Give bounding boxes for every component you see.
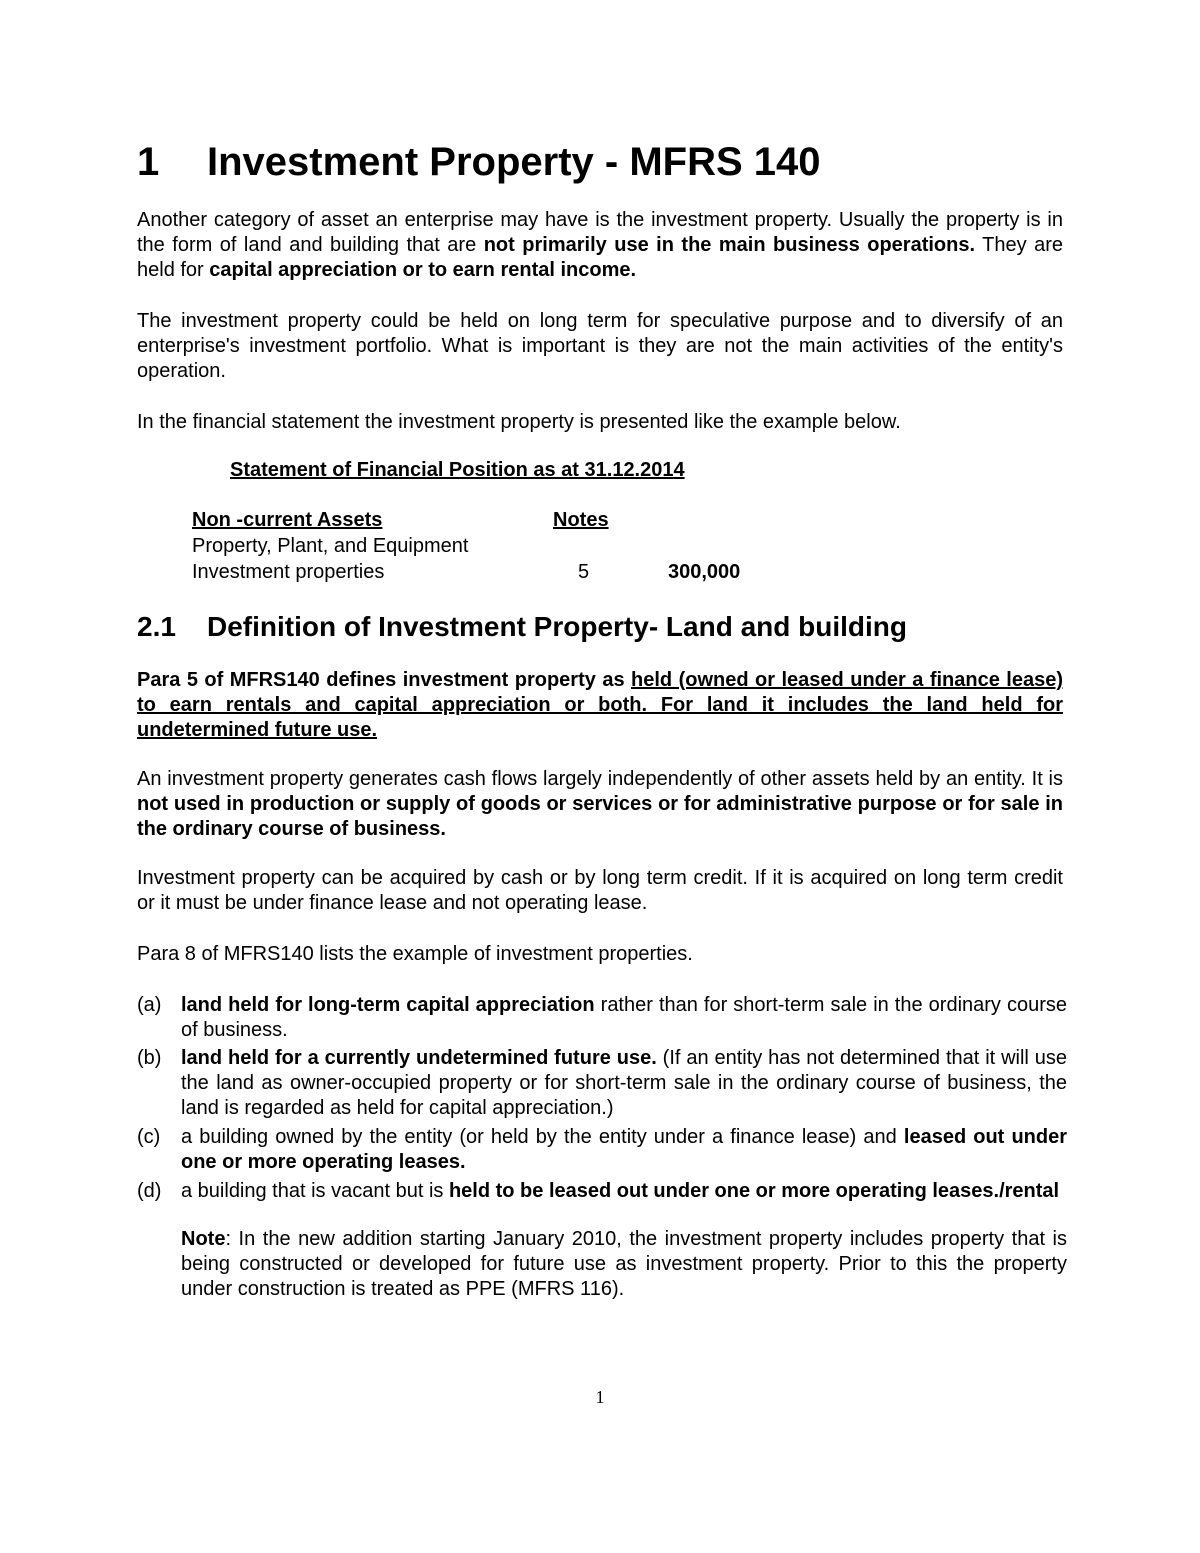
list-item-a — [137, 993, 1067, 1043]
table-header-notes: Notes — [553, 509, 609, 531]
table-row-investment-amount: 300,000 — [668, 561, 741, 583]
presentation-paragraph: In the financial statement the investment property is presented like the example below. — [137, 411, 901, 433]
heading2-number: 2.1 — [137, 611, 176, 642]
list-bold-text: land held for long-term capital appreciation — [181, 994, 595, 1016]
list-label: (c) — [137, 1126, 161, 1148]
speculative-paragraph: The investment property could be held on long term for speculative purpose and to diversify of an enterprise's investment portfolio. What is important is they are not the main activities of the entity's operation. — [137, 310, 1063, 382]
para8-paragraph: Para 8 of MFRS140 lists the example of investment properties. — [137, 943, 693, 965]
acquired-paragraph: Investment property can be acquired by cash or by long term credit. If it is acquired on long term credit or it must be under finance lease and not operating lease. — [137, 867, 1063, 914]
list-label: (d) — [137, 1180, 162, 1202]
list-bold-text: held to be leased out under one or more operating leases./rental — [448, 1180, 1060, 1202]
table-row-investment-label: Investment properties — [192, 561, 385, 583]
list-text: a building owned by the entity (or held by the entity under a finance lease) and — [181, 1126, 904, 1148]
heading-number: 1 — [137, 140, 160, 184]
table-row-investment-note: 5 — [578, 561, 590, 583]
list-item-b — [137, 1046, 1067, 1121]
note-paragraph — [181, 1227, 1067, 1302]
note-label: Note — [181, 1228, 226, 1250]
intro-text-bold-d: capital appreciation or to earn rental income. — [209, 259, 637, 281]
list-text: rather than for short-term sale in the ordinary course of business. — [181, 994, 1067, 1041]
list-bold-text: leased out under one or more operating leases. — [181, 1126, 1068, 1173]
heading-investment-property — [137, 138, 821, 186]
note-text: : In the new addition starting January 2010, the investment property includes property that is being constructed or developed for future use as investment property. Prior to this the property under construction is treated as PPE (MFRS 116). — [181, 1228, 1067, 1300]
cashflows-text: An investment property generates cash flows largely independently of other assets held by an entity. It is — [137, 768, 1063, 790]
list-item-d — [137, 1179, 1067, 1204]
list-bold-text: land held for a currently undetermined future use. — [181, 1047, 657, 1069]
heading-definition — [137, 609, 907, 645]
list-label: (a) — [137, 994, 162, 1016]
definition-paragraph — [137, 668, 1063, 743]
table-row-ppe-label: Property, Plant, and Equipment — [192, 535, 469, 557]
intro-text-c: They are held for — [137, 234, 1063, 281]
cashflows-bold-text: not used in production or supply of goods or services or for administrative purpose or for sale in the ordinary course of business. — [137, 793, 1063, 840]
statement-title: Statement of Financial Position as at 31.12.2014 — [230, 459, 685, 481]
page-number: 1 — [595, 1387, 605, 1407]
list-label: (b) — [137, 1047, 162, 1069]
definition-underlined-text: held (owned or leased under a finance lease) to earn rentals and capital appreciation or both. For land it includes the land held for undetermined future use. — [137, 669, 1063, 741]
intro-text-a: Another category of asset an enterprise may have is the investment property. Usually the property is in the form of land and building that are — [137, 209, 1063, 256]
list-text: a building that is vacant but is — [181, 1180, 449, 1202]
cashflows-paragraph — [137, 767, 1063, 842]
intro-paragraph — [137, 208, 1063, 283]
intro-text-bold-b: not primarily use in the main business operations. — [483, 234, 976, 256]
table-header-noncurrent-assets: Non -current Assets — [192, 509, 383, 531]
heading-title: Investment Property - MFRS 140 — [207, 140, 821, 184]
list-item-c — [137, 1125, 1067, 1175]
definition-bold-text: Para 5 of MFRS140 defines investment property as — [137, 669, 632, 691]
heading2-title: Definition of Investment Property- Land and building — [207, 611, 907, 642]
list-text: (If an entity has not determined that it will use the land as owner-occupied property or for short-term sale in the ordinary course of business, the land is regarded as held for capital appreciation.) — [181, 1047, 1067, 1119]
